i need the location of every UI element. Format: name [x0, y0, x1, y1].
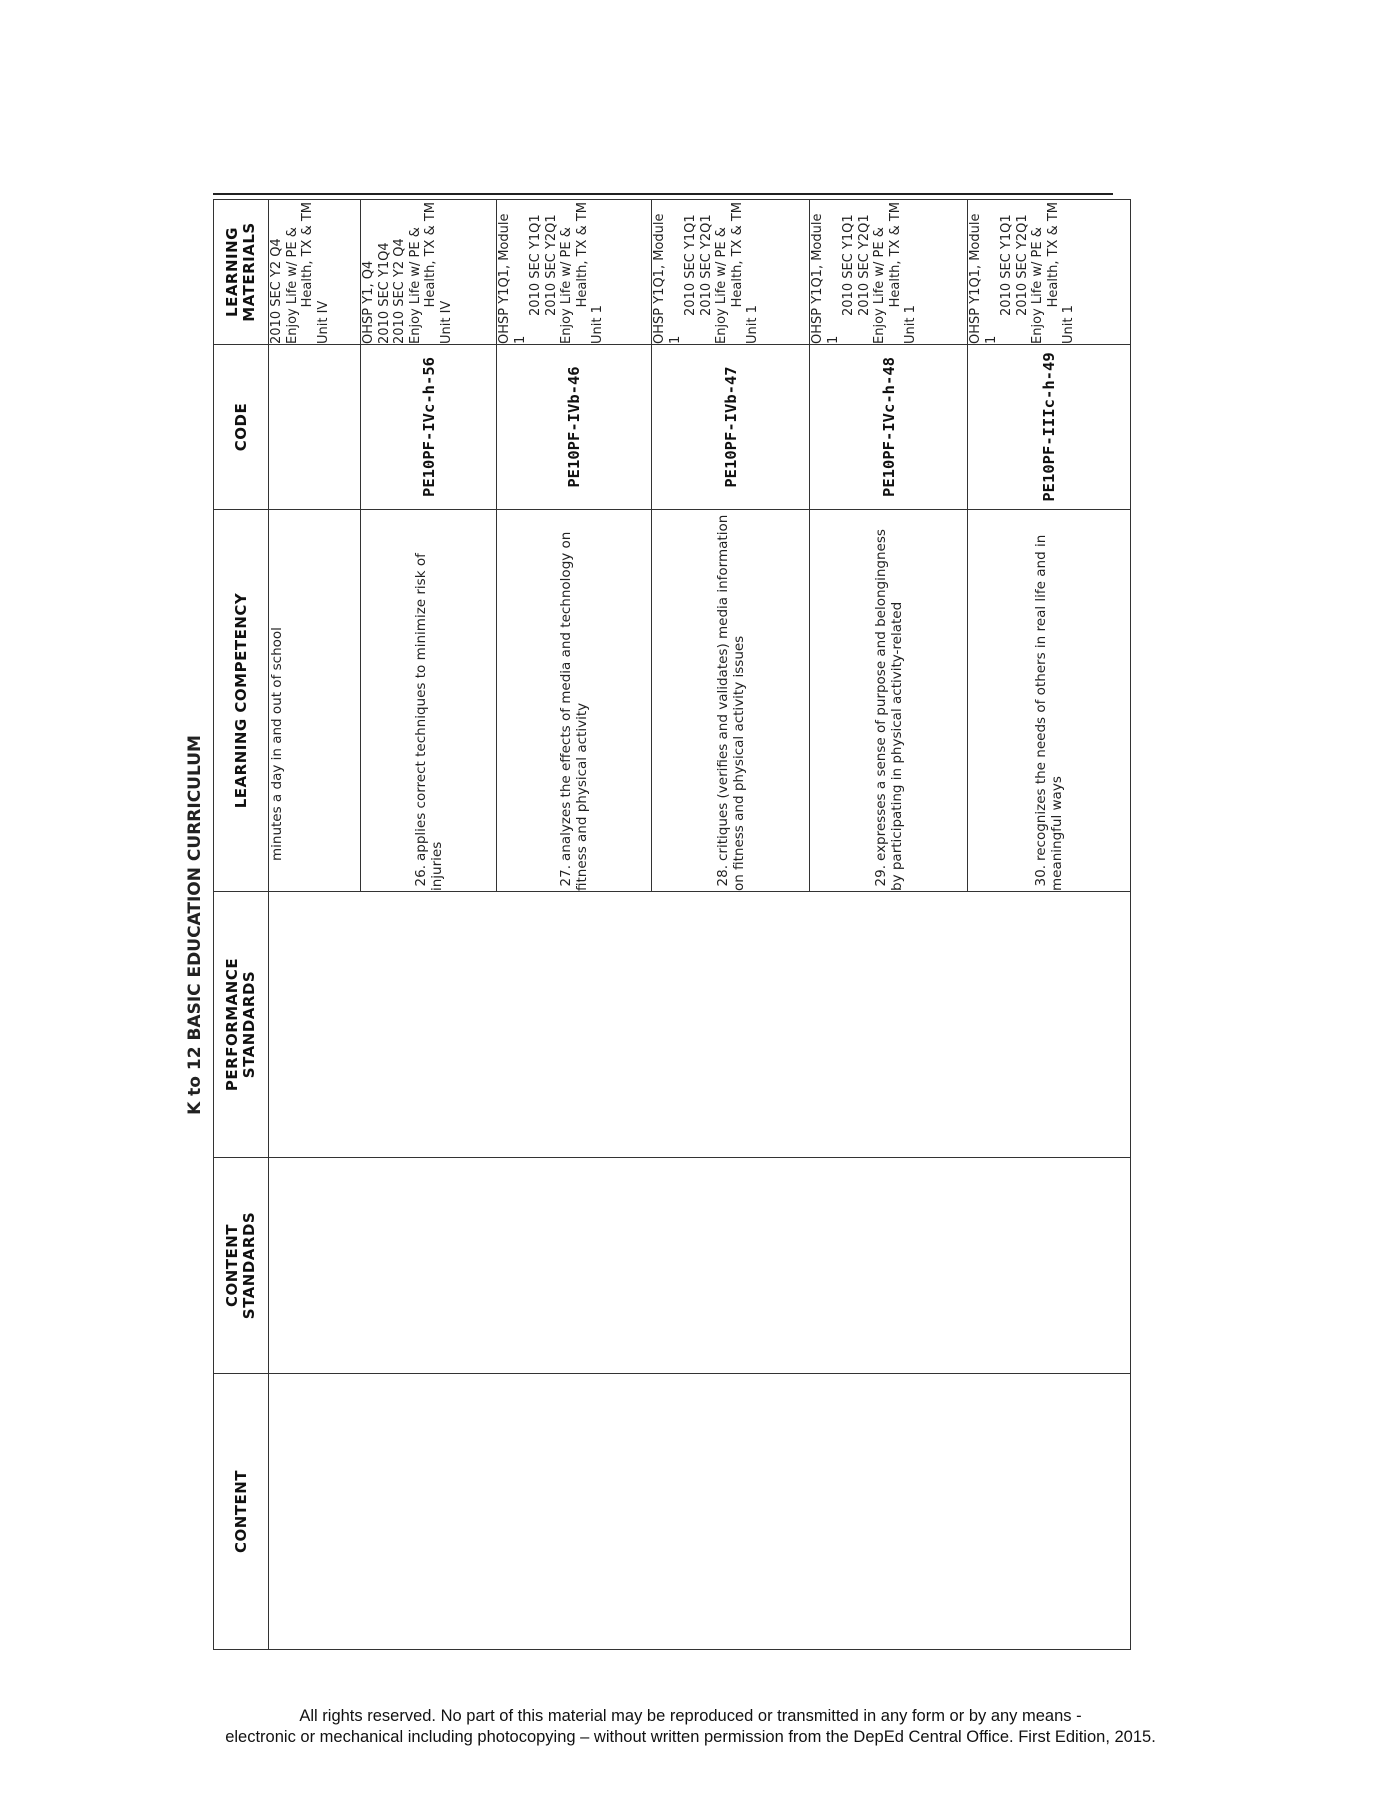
competency-cell	[497, 510, 652, 892]
materials-cell	[652, 200, 810, 345]
material-line: Health, TX & TM	[1045, 202, 1061, 308]
curriculum-table	[213, 199, 1131, 1650]
competency-text: minutes a day in and out of school	[269, 627, 285, 861]
material-line: Enjoy Life w/ PE &	[872, 227, 887, 344]
material-line: 1	[825, 335, 841, 344]
material-line: Enjoy Life w/ PE &	[559, 227, 574, 344]
content-standards-cell	[269, 1158, 1131, 1374]
materials-cell	[361, 200, 497, 345]
header-learning-materials: LEARNING MATERIALS	[214, 200, 269, 345]
material-line: Enjoy Life w/ PE &	[714, 227, 729, 344]
material-line: 2010 SEC Y1Q1	[528, 214, 543, 316]
material-line: Health, TX & TM	[300, 202, 315, 308]
header-content-standards: CONTENT STANDARDS	[214, 1158, 269, 1374]
material-line: 1	[667, 335, 683, 344]
material-line: 2010 SEC Y2Q1	[1014, 214, 1030, 316]
competency-cell	[269, 510, 361, 892]
materials-cell	[269, 200, 361, 345]
material-line: 2010 SEC Y2Q1	[543, 214, 559, 316]
materials-cell	[497, 200, 652, 345]
competency-number: 30.	[1033, 865, 1049, 887]
competency-text: critiques (verifies and validates) media information on fitness and physical activity issues	[714, 514, 747, 891]
competency-number: 28.	[714, 865, 731, 887]
competency-cell	[652, 510, 810, 892]
code-cell: PE10PF-IVb-47	[652, 345, 810, 510]
material-line: Unit 1	[903, 305, 918, 344]
material-line: Unit 1	[590, 305, 605, 344]
material-line: Health, TX & TM	[574, 202, 590, 308]
code-cell: PE10PF-IVc-h-48	[810, 345, 968, 510]
material-line: Enjoy Life w/ PE &	[284, 227, 300, 344]
material-line: 2010 SEC Y1Q1	[683, 214, 698, 316]
competency-number: 26.	[412, 865, 429, 887]
competency-number: 27.	[558, 865, 574, 887]
competency-cell	[810, 510, 968, 892]
header-code: CODE	[214, 345, 269, 510]
material-line: 2010 SEC Y2 Q4	[392, 238, 407, 344]
material-line: Unit 1	[745, 305, 760, 344]
code-cell	[269, 345, 361, 510]
material-line: Unit 1	[1061, 305, 1076, 344]
materials-cell	[968, 200, 1131, 345]
content-cell	[269, 1374, 1131, 1650]
code-cell: PE10PF-IVc-h-56	[361, 345, 497, 510]
code-cell: PE10PF-IIIc-h-49	[968, 345, 1131, 510]
competency-text: expresses a sense of purpose and belongingness by participating in physical activity-related	[872, 529, 905, 891]
material-line: Unit IV	[438, 300, 454, 344]
material-line: OHSP Y1, Q4	[361, 260, 376, 344]
table-row	[269, 200, 361, 1650]
materials-cell	[810, 200, 968, 345]
competency-text: applies correct techniques to minimize risk of injuries	[412, 553, 445, 891]
material-line: 2010 SEC Y1Q4	[376, 242, 392, 344]
footer-line-1: All rights reserved. No part of this material may be reproduced or transmitted in any form or by any means -	[299, 1707, 1082, 1725]
competency-text: analyzes the effects of media and technology on fitness and physical activity	[558, 531, 590, 891]
material-line: Health, TX & TM	[729, 202, 745, 308]
top-rule	[213, 193, 1113, 195]
material-line: OHSP Y1Q1, Module	[968, 213, 983, 344]
material-line: 1	[512, 335, 528, 344]
header-performance-standards: PERFORMANCE STANDARDS	[214, 892, 269, 1158]
material-line: OHSP Y1Q1, Module	[810, 213, 825, 344]
competency-cell	[361, 510, 497, 892]
material-line: Unit IV	[315, 300, 331, 344]
material-line: Enjoy Life w/ PE &	[407, 227, 423, 344]
material-line: 2010 SEC Y2Q1	[698, 214, 714, 316]
material-line: Health, TX & TM	[423, 202, 438, 308]
material-line: 2010 SEC Y2 Q4	[269, 238, 284, 344]
material-line: Health, TX & TM	[887, 202, 903, 308]
competency-text: recognizes the needs of others in real life and in meaningful ways	[1033, 534, 1065, 891]
material-line: 2010 SEC Y1Q1	[841, 214, 856, 316]
competency-number: 29.	[872, 865, 889, 887]
code-cell: PE10PF-IVb-46	[497, 345, 652, 510]
performance-standards-cell	[269, 892, 1131, 1158]
footer-line-2: electronic or mechanical including photocopying – without written permission from the DepEd Central Office. First Edition, 2015.	[225, 1728, 1156, 1746]
header-row	[214, 200, 269, 1650]
document-title: K to 12 BASIC EDUCATION CURRICULUM	[185, 735, 205, 1115]
rotated-page	[185, 200, 1133, 1650]
material-line: Enjoy Life w/ PE &	[1030, 227, 1045, 344]
material-line: 2010 SEC Y2Q1	[856, 214, 872, 316]
material-line: 1	[983, 335, 999, 344]
material-line: OHSP Y1Q1, Module	[652, 213, 667, 344]
header-content: CONTENT	[214, 1374, 269, 1650]
copyright-footer	[0, 1706, 1381, 1748]
material-line: 2010 SEC Y1Q1	[999, 214, 1014, 316]
material-line: OHSP Y1Q1, Module	[497, 213, 512, 344]
header-learning-competency: LEARNING COMPETENCY	[214, 510, 269, 892]
competency-cell	[968, 510, 1131, 892]
